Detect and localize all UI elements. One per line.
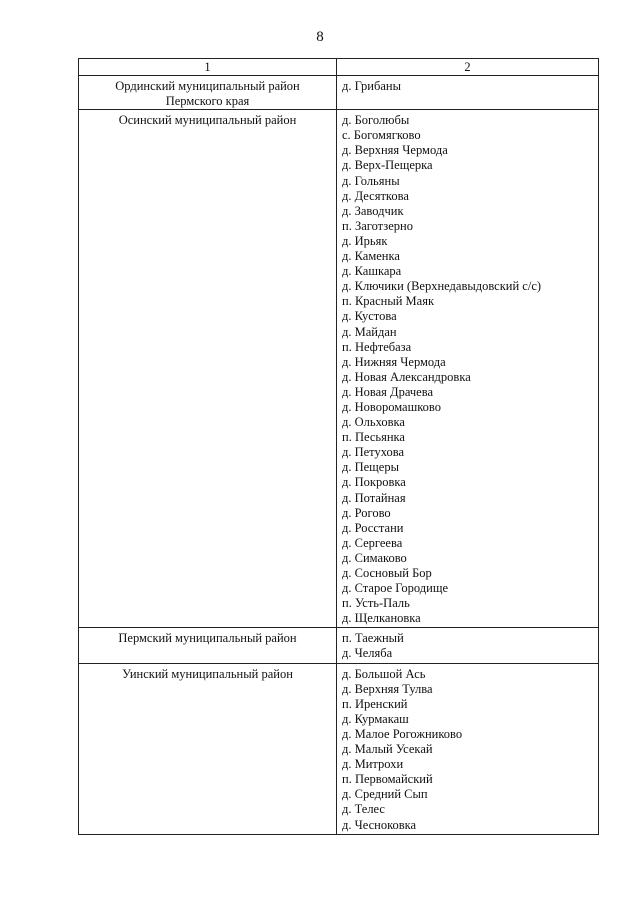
settlements-cell: [337, 110, 599, 628]
settlement-item: п. Красный Маяк: [342, 294, 435, 309]
table-row: [79, 663, 599, 834]
settlement-item: д. Ирьяк: [342, 233, 388, 248]
settlement-item: п. Первомайский: [342, 772, 433, 787]
settlement-item: д. Кашкара: [342, 264, 402, 279]
settlement-item: д. Курмакаш: [342, 711, 409, 726]
district-name: Осинский муниципальный район: [118, 113, 297, 128]
district-name: Уинский муниципальный район: [122, 666, 293, 681]
district-name: Пермского края: [165, 94, 250, 109]
settlement-item: д. Сосновый Бор: [342, 566, 432, 580]
settlement-item: д. Малый Усекай: [342, 742, 433, 757]
settlement-item: п. Таежный: [342, 631, 404, 646]
settlement-item: п. Усть-Паль: [342, 596, 410, 611]
settlement-item: д. Каменка: [342, 249, 400, 264]
settlement-item: д. Верхняя Чермода: [342, 143, 448, 158]
table-header: [79, 59, 599, 76]
settlement-item: д. Верх-Пещерка: [342, 158, 433, 173]
settlement-item: д. Майдан: [342, 324, 397, 339]
settlement-item: д. Челяба: [342, 646, 393, 661]
settlements-cell: [337, 76, 599, 110]
header-row: [79, 59, 599, 76]
column-1-header: 1: [79, 59, 337, 76]
settlement-item: д. Малое Рогожниково: [342, 726, 463, 741]
district-cell: [79, 628, 337, 663]
settlement-item: д. Щелкановка: [342, 611, 421, 626]
district-name: Пермский муниципальный район: [118, 631, 297, 646]
settlements-cell: [337, 628, 599, 663]
settlement-item: д. Чесноковка: [342, 817, 417, 832]
settlement-item: д. Новая Александровка: [342, 369, 471, 384]
settlements-cell: [337, 663, 599, 834]
settlement-item: д. Симаково: [342, 550, 407, 565]
settlement-item: д. Рогово: [342, 505, 391, 520]
table-body: [79, 76, 599, 835]
settlement-item: д. Средний Сып: [342, 787, 428, 802]
settlements-table: [78, 58, 599, 835]
settlement-item: д. Петухова: [342, 445, 405, 460]
settlement-item: д. Покровка: [342, 475, 406, 490]
settlement-item: д. Новоромашково: [342, 399, 441, 414]
settlement-item: д. Митрохи: [342, 757, 404, 772]
settlement-item: п. Иренский: [342, 696, 408, 711]
table-row: [79, 110, 599, 628]
settlement-item: д. Старое Городище: [342, 581, 449, 596]
settlement-item: д. Пещеры: [342, 460, 400, 475]
table-row: [79, 76, 599, 110]
settlement-item: п. Нефтебаза: [342, 339, 412, 354]
settlement-item: п. Песьянка: [342, 430, 405, 445]
settlement-item: д. Десяткова: [342, 188, 409, 203]
district-cell: [79, 76, 337, 110]
settlement-item: д. Ольховка: [342, 415, 405, 430]
settlement-item: д. Сергеева: [342, 535, 403, 550]
settlement-item: п. Заготзерно: [342, 218, 413, 233]
settlement-item: д. Верхняя Тулва: [342, 681, 433, 696]
settlement-item: д. Нижняя Чермода: [342, 354, 446, 369]
settlement-item: д. Росстани: [342, 520, 404, 535]
page-number: 8: [316, 29, 324, 45]
settlement-item: д. Гольяны: [342, 173, 400, 188]
settlement-item: д. Боголюбы: [342, 113, 410, 128]
settlement-item: д. Новая Драчева: [342, 384, 433, 399]
district-cell: [79, 663, 337, 834]
district-cell: [79, 110, 337, 628]
settlement-item: д. Телес: [342, 802, 385, 817]
settlement-item: д. Грибаны: [342, 79, 401, 93]
settlement-item: д. Большой Ась: [342, 666, 426, 681]
settlement-item: д. Потайная: [342, 490, 406, 505]
settlement-item: с. Богомягково: [342, 128, 421, 143]
settlement-item: д. Ключики (Верхнедавыдовский с/с): [342, 279, 542, 294]
settlement-item: д. Заводчик: [342, 203, 404, 218]
district-name: Ординский муниципальный район: [115, 79, 300, 93]
table-row: [79, 628, 599, 663]
column-2-header: 2: [337, 59, 599, 76]
settlement-item: д. Кустова: [342, 309, 397, 324]
